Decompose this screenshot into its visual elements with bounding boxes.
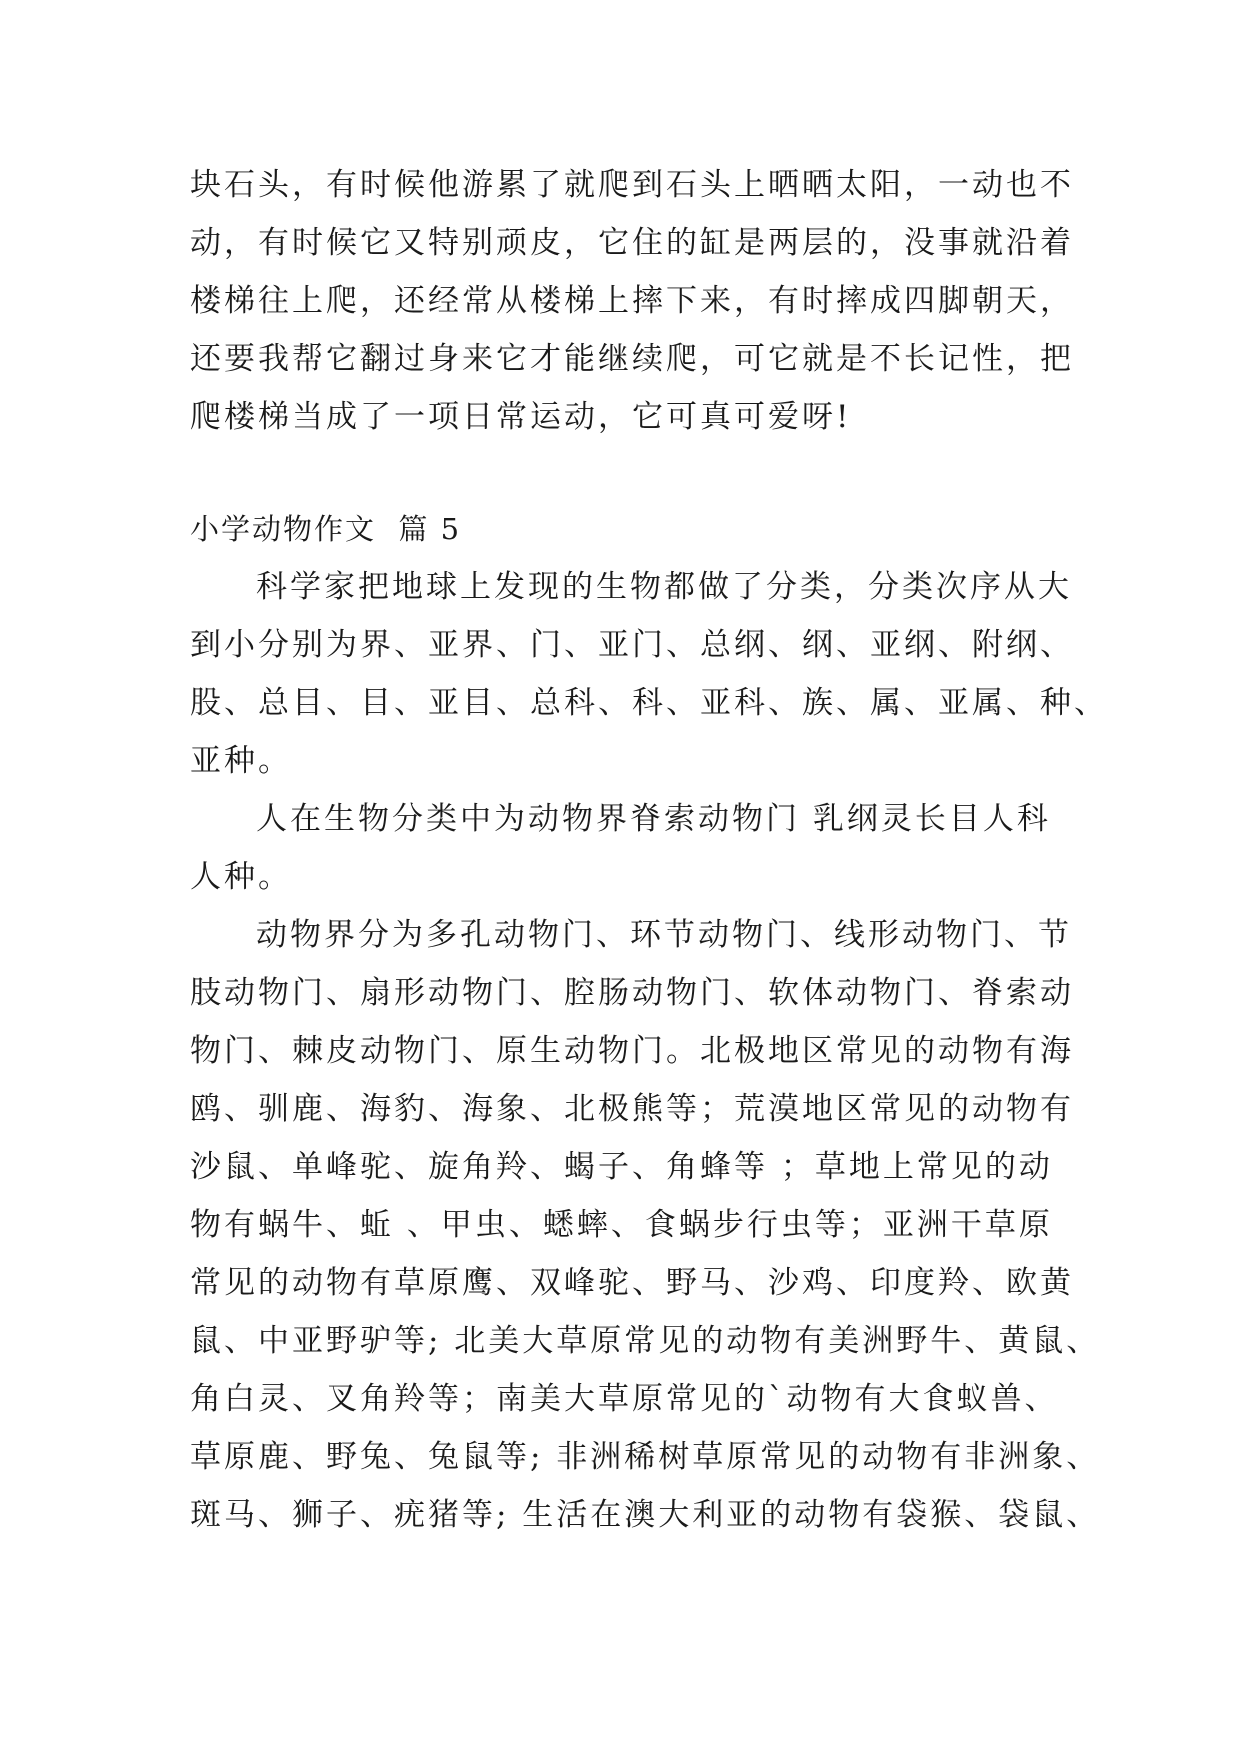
continued-paragraph <box>190 156 1074 446</box>
text-line: 肢动物门、扇形动物门、腔肠动物门、软体动物门、脊索动 <box>190 975 1074 1011</box>
text-line: 草原鹿、野兔、兔鼠等; 非洲稀树草原常见的动物有非洲象、 <box>190 1439 1101 1475</box>
text-line: 动，有时候它又特别顽皮，它住的缸是两层的，没事就沿着 <box>190 225 1074 261</box>
text-line: 斑马、狮子、疣猪等; 生活在澳大利亚的动物有袋猴、袋鼠、 <box>190 1497 1101 1533</box>
text-line: 股、总目、目、亚目、总科、科、亚科、族、属、亚属、种、 <box>190 685 1108 721</box>
section-heading: 小学动物作文 篇 5 <box>190 512 462 546</box>
text-line: 常见的动物有草原鹰、双峰驼、野马、沙鸡、印度羚、欧黄 <box>190 1265 1074 1301</box>
text-line: 还要我帮它翻过身来它才能继续爬，可它就是不长记性，把 <box>190 341 1074 377</box>
text-line: 到小分别为界、亚界、门、亚门、总纲、纲、亚纲、附纲、 <box>190 627 1074 663</box>
text-line: 物门、棘皮动物门、原生动物门。北极地区常见的动物有海 <box>190 1033 1074 1069</box>
text-line: 物有蜗牛、蚯 、甲虫、蟋蟀、食蜗步行虫等；亚洲干草原 <box>190 1207 1053 1243</box>
text-line: 科学家把地球上发现的生物都做了分类，分类次序从大 <box>256 569 1072 605</box>
text-line: 沙鼠、单峰驼、旋角羚、蝎子、角蜂等 ；草地上常见的动 <box>190 1149 1053 1185</box>
article-body <box>190 558 1108 1544</box>
text-line: 块石头，有时候他游累了就爬到石头上晒晒太阳，一动也不 <box>190 167 1074 203</box>
text-line: 人种。 <box>190 859 292 895</box>
text-line: 楼梯往上爬，还经常从楼梯上摔下来，有时摔成四脚朝天， <box>190 283 1074 319</box>
text-line: 亚种。 <box>190 743 292 779</box>
text-line: 鼠、中亚野驴等; 北美大草原常见的动物有美洲野牛、黄鼠、 <box>190 1323 1101 1359</box>
text-line: 人在生物分类中为动物界脊索动物门 乳纲灵长目人科 <box>256 801 1051 837</box>
text-line: 鸥、驯鹿、海豹、海象、北极熊等；荒漠地区常见的动物有 <box>190 1091 1074 1127</box>
text-line: 动物界分为多孔动物门、环节动物门、线形动物门、节 <box>256 917 1072 953</box>
text-line: 爬楼梯当成了一项日常运动，它可真可爱呀! <box>190 399 852 435</box>
text-line: 角白灵、叉角羚等；南美大草原常见的`动物有大食蚁兽、 <box>190 1381 1059 1417</box>
